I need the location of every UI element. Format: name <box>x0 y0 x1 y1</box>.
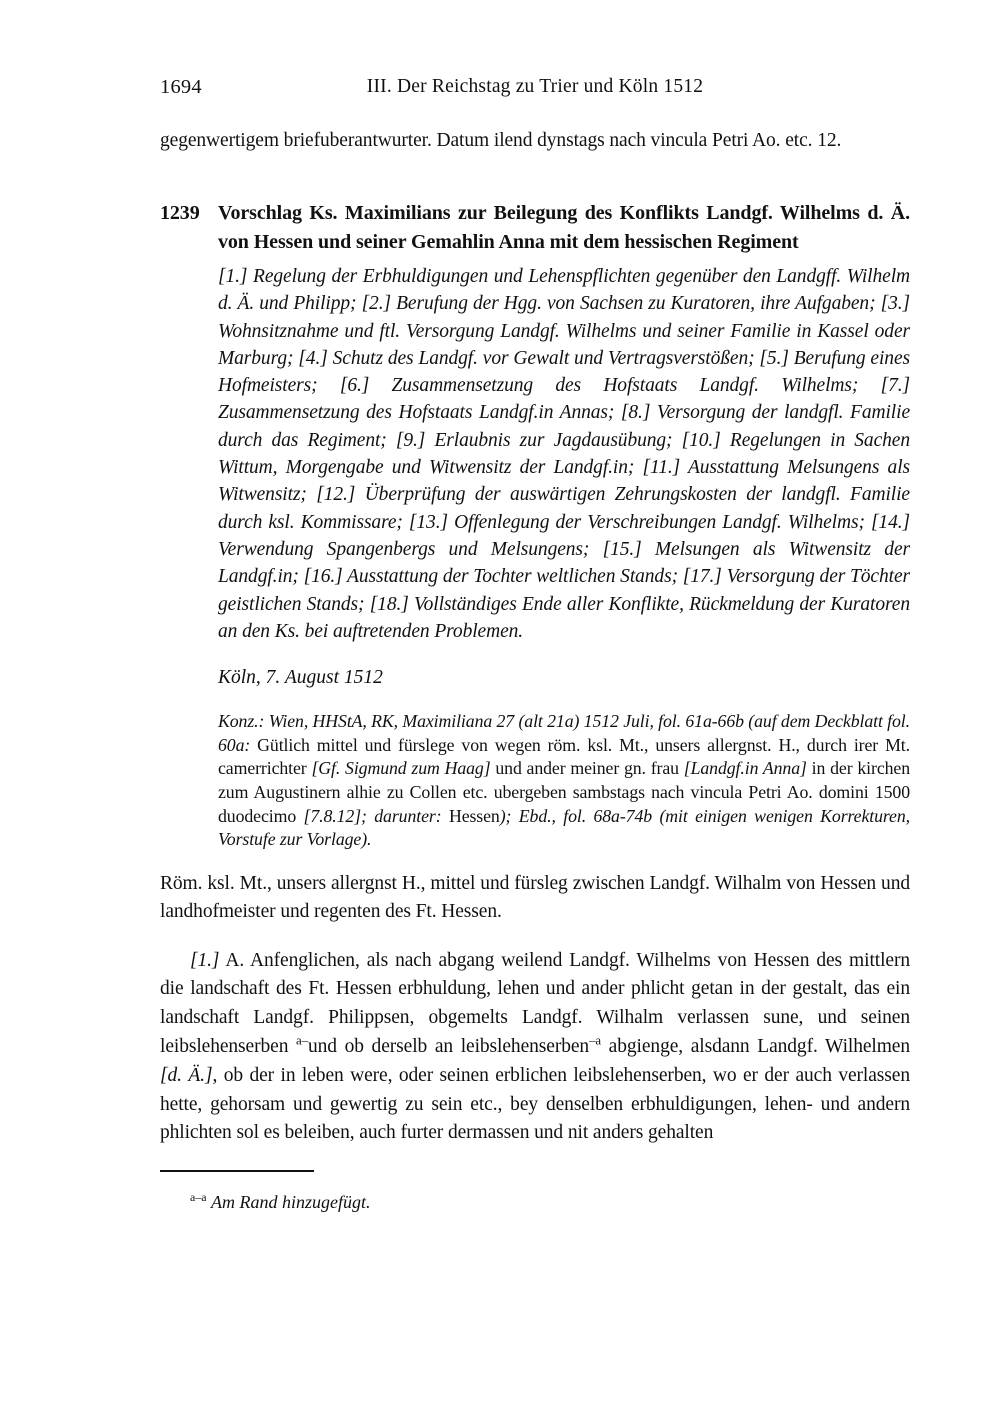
footnote-text: $^{a-a}$ Am Rand hinzugefügt. <box>190 1190 371 1213</box>
body-paragraph: [1.] A. Anfenglichen, als nach abgang weilend Landgf. Wilhelms von Hessen des mittlern die landschaft des Ft. Hessen erbhuldung, lehen und ander phlicht getan in der gestalt, das ein landschaft Landgf. Philippsen, obgemelts Landgf. Wilhalm verlassen sune, und seinen leibslehenserben $^{a-}$und ob derselb an leibslehenserben$^{-a}$ abgienge, alsdann Landgf. Wilhelmen [d. Ä.], ob der in leben were, oder seinen erblichen leibslehenserben, wo er der auch verlassen hette, gehorsam und gewertig zu sein etc., bey denselben erbhuldigungen, lehen- und andern phlichten sol es beleiben, auch furter dermassen und nit anders gehalten <box>160 949 911 1144</box>
footnote-area <box>160 1170 910 1214</box>
entry-number: 1239 <box>160 202 200 224</box>
entry-dateline: Köln, 7. August 1512 <box>218 666 383 688</box>
running-header <box>160 76 910 104</box>
body-paragraph: Röm. ksl. Mt., unsers allergnst H., mittel und fürsleg zwischen Landgf. Wilhalm von Hessen und landhofmeister und regenten des Ft. Hessen. <box>160 872 910 923</box>
page-number: 1694 <box>160 76 202 98</box>
page-content <box>160 76 910 1232</box>
footnote-separator-rule <box>160 1170 314 1172</box>
entry-summary: [1.] Regelung der Erbhuldigungen und Lehenspflichten gegenüber den Landgff. Wilhelm d. Ä. und Philipp; [2.] Berufung der Hgg. von Sachsen zu Kuratoren, ihre Aufgaben; [3.] Wohnsitznahme und ftl. Versorgung Landgf. Wilhelms und seiner Familie in Kassel oder Marburg; [4.] Schutz des Landgf. vor Gewalt und Vertragsverstößen; [5.] Berufung eines Hofmeisters; [6.] Zusammensetzung des Hofstaats Landgf. Wilhelms; [7.] Zusammensetzung des Hofstaats Landgf.in Annas; [8.] Versorgung der landgfl. Familie durch das Regiment; [9.] Erlaubnis zur Jagdausübung; [10.] Regelungen in Sachen Wittum, Morgengabe und Witwensitz der Landgf.in; [11.] Ausstattung Melsungens als Witwensitz; [12.] Überprüfung der auswärtigen Zehrungskosten der landgfl. Familie durch ksl. Kommissare; [13.] Offenlegung der Verschreibungen Landgf. Wilhelms; [14.] Verwendung Spangenbergs und Melsungens; [15.] Melsungen als Witwensitz der Landgf.in; [16.] Ausstattung der Tochter weltlichen Stands; [17.] Versorgung der Töchter geistlichen Stands; [18.] Vollständiges Ende aller Konflikte, Rückmeldung der Kuratoren an den Ks. bei auftretenden Problemen. <box>218 266 910 642</box>
entry-source-note: Konz.: Wien, HHStA, RK, Maximiliana 27 (alt 21a) 1512 Juli, fol. 61a-66b (auf dem Deckblatt fol. 60a: Gütlich mittel und fürslege von wegen röm. ksl. Mt., unsers allergnst. H., durch irer Mt. camerrichter [Gf. Sigmund zum Haag] und ander meiner gn. frau [Landgf.in Anna] in der kirchen zum Augustinern alhie zu Collen etc. ubergeben sambstags nach vincula Petri Ao. domini 1500 duodecimo [7.8.12]; darunter: Hessen); Ebd., fol. 68a-74b (mit einigen wenigen Korrekturen, Vorstufe zur Vorlage). <box>218 711 910 850</box>
running-title: III. Der Reichstag zu Trier und Köln 1512 <box>366 76 704 97</box>
entry-heading-text: Vorschlag Ks. Maximilians zur Beilegung des Konflikts Landgf. Wilhelms d. Ä. von Hessen und seiner Gemahlin Anna mit dem hessischen Regiment <box>218 202 910 253</box>
entry-heading <box>160 199 910 257</box>
previous-document-closing-paragraph: gegenwertigem briefuberantwurter. Datum ilend dynstags nach vincula Petri Ao. etc. 12. <box>160 130 842 151</box>
